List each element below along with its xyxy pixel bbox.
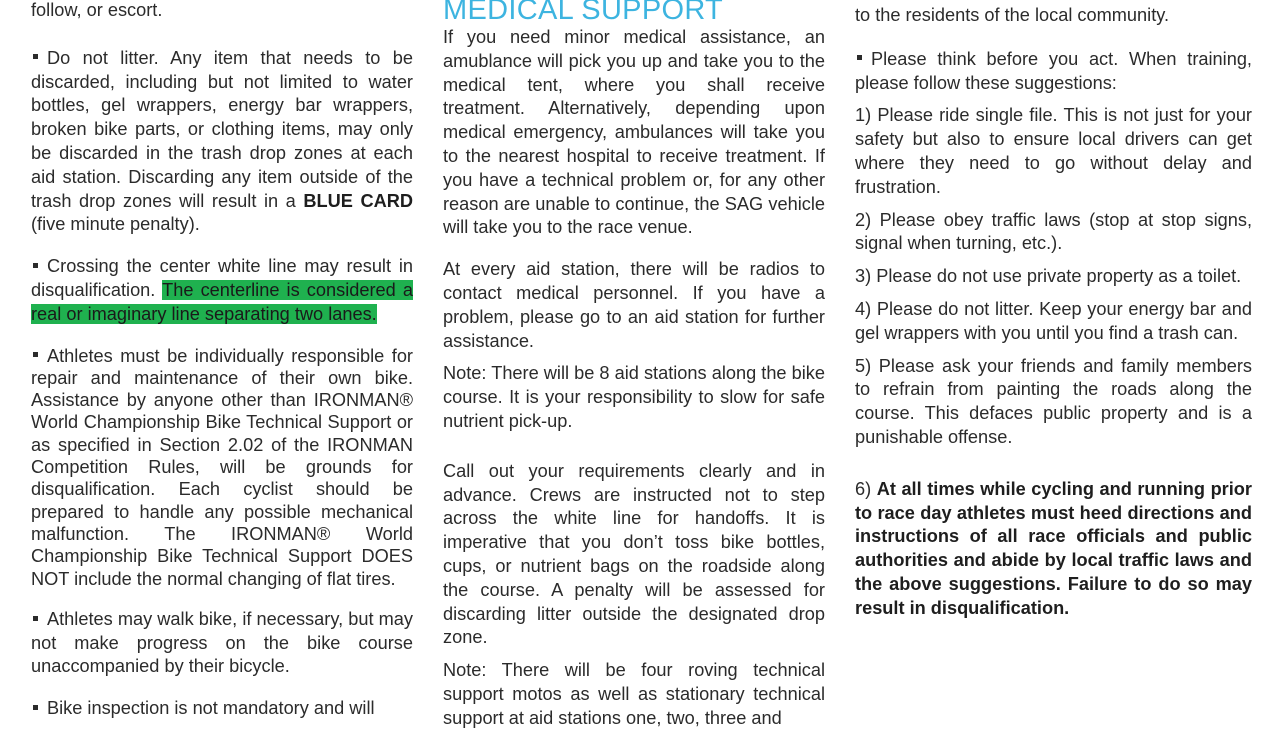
suggestion-item-6: 6) At all times while cycling and running prior to race day athletes must heed directions and instructions of all race officials and public authorities and abide by local traffic laws and the above suggestions. Failure to do so may result in disqualification. — [855, 478, 1252, 618]
bullet-icon — [33, 54, 38, 59]
paragraph-centerline: Crossing the center white line may result in disqualification. The centerline is considered a real or imaginary line separating two lanes. — [31, 256, 413, 324]
warning-text: At all times while cycling and running prior to race day athletes must heed directions and instructions of all race officials and public authorities and abide by local traffic laws and the above suggestions. Failure to do so may result in disqualification. — [855, 478, 1252, 618]
paragraph-tech-support-note: Note: There will be four roving technical support motos as well as stationary technical support at aid stations one, two, three and — [443, 660, 825, 728]
suggestion-item-3: 3) Please do not use private property as a toilet. — [855, 266, 1242, 287]
paragraph-residents: to the residents of the local community. — [855, 5, 1170, 25]
suggestion-item-4: 4) Please do not litter. Keep your energy bar and gel wrappers with you until you find a trash can. — [855, 298, 1252, 343]
bullet-icon — [857, 55, 862, 60]
paragraph-escort-end: follow, or escort. — [31, 0, 163, 20]
paragraph-radios: At every aid station, there will be radios to contact medical personnel. If you have a problem, please go to an aid station for further assistance. — [443, 259, 825, 351]
paragraph-litter: Do not litter. Any item that needs to be discarded, including but not limited to water bottles, gel wrappers, energy bar wrappers, broken bike parts, or clothing items, may only be discarded in the trash drop zones at each aid station. Discarding any item outside of the trash drop zones will result in a BLUE CARD (five minute penalty). — [31, 47, 413, 235]
blue-card-label: BLUE CARD — [303, 190, 413, 211]
paragraph-think: Please think before you act. When training, please follow these suggestions: — [855, 48, 1252, 93]
paragraph-walk-bike: Athletes may walk bike, if necessary, but may not make progress on the bike course unaccompanied by their bicycle. — [31, 608, 413, 677]
bullet-icon — [33, 616, 38, 621]
suggestion-item-1: 1) Please ride single file. This is not just for your safety but also to ensure local drivers can get where they need to go without delay and frustration. — [855, 105, 1252, 197]
column-left — [31, 0, 413, 721]
suggestion-item-2: 2) Please obey traffic laws (stop at stop signs, signal when turning, etc.). — [855, 209, 1252, 254]
highlighted-text: The centerline is considered a real or imaginary line separating two lanes. — [31, 279, 413, 324]
column-middle — [443, 26, 825, 731]
paragraph-call-out: Call out your requirements clearly and in advance. Crews are instructed not to step across the white line for handoffs. It is imperative that you don’t toss bike bottles, cups, or nutrient bags on the roadside along the course. A penalty will be assessed for discarding litter outside the designated drop zone. — [443, 460, 825, 648]
paragraph-medical: If you need minor medical assistance, an amublance will pick you up and take you to the medical tent, where you shall receive treatment. Alternatively, depending upon medical emergency, ambulances will take you to the nearest hospital to receive treatment. If you have a technical problem or, for any other reason are unable to continue, the SAG vehicle will take you to the race venue. — [443, 27, 825, 238]
paragraph-inspection: Bike inspection is not mandatory and will — [31, 697, 413, 721]
paragraph-aid-stations-note: Note: There will be 8 aid stations along the bike course. It is your responsibility to slow for safe nutrient pick-up. — [443, 363, 825, 431]
bullet-icon — [33, 263, 38, 268]
paragraph-repair: Athletes must be individually responsible for repair and maintenance of their own bike. Assistance by anyone other than IRONMAN® World Championship Bike Technical Support or as specified in Section 2.02 of the IRONMAN Competition Rules, will be grounds for disqualification. Each cyclist should be prepared to handle any possible mechanical malfunction. The IRONMAN® World Championship Bike Technical Support DOES NOT include the normal changing of flat tires. — [31, 345, 413, 589]
suggestion-item-5: 5) Please ask your friends and family members to refrain from painting the roads along the course. This defaces public property and is a punishable offense. — [855, 355, 1252, 447]
column-right — [855, 0, 1252, 621]
bullet-icon — [33, 352, 38, 357]
bullet-icon — [33, 705, 38, 710]
section-heading-medical-support: MEDICAL SUPPORT — [443, 0, 724, 26]
